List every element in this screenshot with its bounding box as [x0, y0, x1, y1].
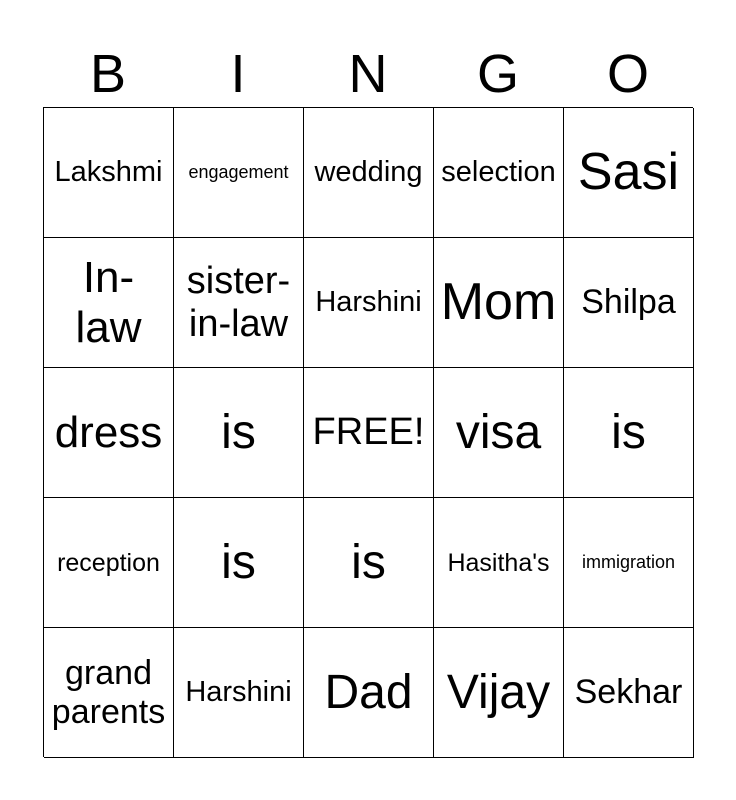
cell-label: selection: [441, 156, 556, 189]
cell-label: visa: [455, 405, 542, 459]
bingo-cell[interactable]: [44, 108, 174, 238]
cell-label: dress: [54, 407, 163, 457]
header-letter-i: I: [230, 44, 246, 104]
cell-label: Lakshmi: [54, 156, 163, 189]
cell-label: reception: [57, 548, 160, 577]
cell-label: Hasitha's: [447, 548, 550, 577]
bingo-cell[interactable]: [434, 498, 564, 628]
bingo-cell[interactable]: [434, 108, 564, 238]
bingo-cell[interactable]: [174, 108, 304, 238]
header-letter-b: B: [89, 44, 127, 104]
bingo-cell[interactable]: [174, 238, 304, 368]
bingo-cell[interactable]: [434, 238, 564, 368]
bingo-cell[interactable]: [564, 498, 694, 628]
bingo-cell[interactable]: [44, 628, 174, 758]
cell-label: is: [221, 535, 256, 589]
bingo-cell[interactable]: [174, 628, 304, 758]
bingo-cell[interactable]: [434, 628, 564, 758]
free-space-label: FREE!: [312, 411, 425, 454]
cell-label: Mom: [440, 273, 557, 332]
cell-label: Sasi: [577, 143, 680, 202]
bingo-cell[interactable]: [304, 498, 434, 628]
bingo-cell[interactable]: [564, 628, 694, 758]
bingo-cell[interactable]: [304, 628, 434, 758]
header-letter-g: G: [476, 44, 519, 104]
cell-label: wedding: [314, 156, 423, 189]
cell-label: immigration: [581, 552, 676, 573]
cell-label: Harshini: [185, 676, 292, 709]
cell-label: Harshini: [315, 286, 422, 319]
bingo-cell[interactable]: [174, 498, 304, 628]
bingo-cell[interactable]: [174, 368, 304, 498]
cell-label: Vijay: [446, 665, 551, 719]
bingo-cell[interactable]: [564, 238, 694, 368]
bingo-cell[interactable]: [564, 368, 694, 498]
free-space[interactable]: [304, 368, 434, 498]
bingo-cell[interactable]: [44, 238, 174, 368]
bingo-header: [43, 42, 693, 106]
cell-label: grand parents: [51, 654, 166, 731]
bingo-cell[interactable]: [44, 498, 174, 628]
cell-label: is: [351, 535, 386, 589]
bingo-board: [43, 107, 693, 757]
cell-label: Shilpa: [581, 283, 676, 322]
cell-label: is: [611, 405, 646, 459]
header-letter-o: O: [606, 44, 649, 104]
cell-label: Sekhar: [574, 673, 683, 712]
cell-label: is: [221, 405, 256, 459]
bingo-cell[interactable]: [304, 238, 434, 368]
header-letter-n: N: [348, 44, 388, 104]
cell-label: sister-in-law: [186, 259, 291, 345]
bingo-cell[interactable]: [564, 108, 694, 238]
cell-label: engagement: [188, 162, 289, 183]
bingo-cell[interactable]: [304, 108, 434, 238]
cell-label: Dad: [324, 665, 413, 719]
bingo-cell[interactable]: [44, 368, 174, 498]
cell-label: In-law: [75, 253, 142, 352]
bingo-cell[interactable]: [434, 368, 564, 498]
